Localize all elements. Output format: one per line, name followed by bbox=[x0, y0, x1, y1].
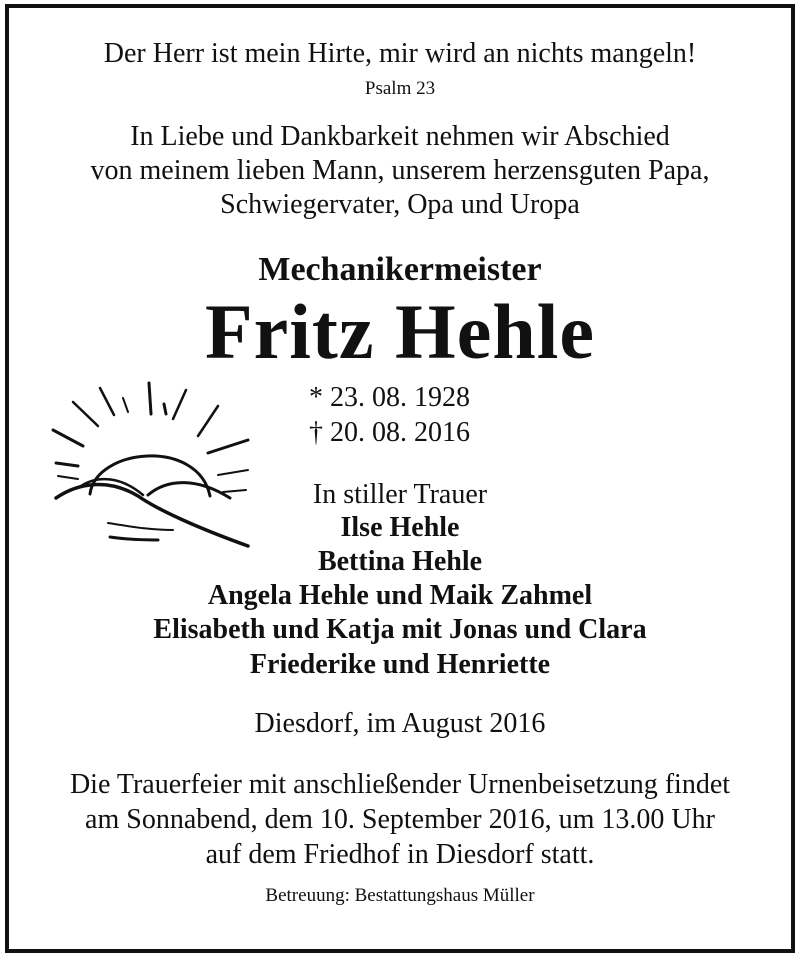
mourning-label: In stiller Trauer bbox=[312, 479, 488, 510]
intro-line-3: Schwiegervater, Opa und Uropa bbox=[220, 189, 580, 220]
intro-line-1: In Liebe und Dankbarkeit nehmen wir Abschied bbox=[130, 121, 670, 152]
bible-reference: Psalm 23 bbox=[364, 78, 436, 99]
mourner-line: Bettina Hehle bbox=[317, 546, 483, 577]
funeral-line-1: Die Trauerfeier mit anschließender Urnenbeisetzung findet bbox=[69, 769, 731, 800]
mourner-line: Elisabeth und Katja mit Jonas und Clara bbox=[153, 614, 647, 645]
bible-quote: Der Herr ist mein Hirte, mir wird an nichts mangeln! bbox=[103, 38, 697, 69]
intro-line-2: von meinem lieben Mann, unserem herzensguten Papa, bbox=[90, 155, 710, 186]
death-date: † 20. 08. 2016 bbox=[309, 417, 470, 448]
funeral-home-credit: Betreuung: Bestattungshaus Müller bbox=[265, 885, 535, 906]
birth-date: * 23. 08. 1928 bbox=[309, 382, 470, 413]
mourner-line: Ilse Hehle bbox=[340, 512, 460, 543]
funeral-line-3: auf dem Friedhof in Diesdorf statt. bbox=[205, 839, 595, 870]
funeral-line-2: am Sonnabend, dem 10. September 2016, um 13.00 Uhr bbox=[85, 804, 715, 835]
deceased-profession: Mechanikermeister bbox=[258, 251, 542, 288]
place-date: Diesdorf, im August 2016 bbox=[254, 708, 546, 739]
mourner-line: Angela Hehle und Maik Zahmel bbox=[207, 580, 593, 611]
deceased-name: Fritz Hehle bbox=[205, 288, 595, 375]
mourner-line: Friederike und Henriette bbox=[249, 649, 551, 680]
